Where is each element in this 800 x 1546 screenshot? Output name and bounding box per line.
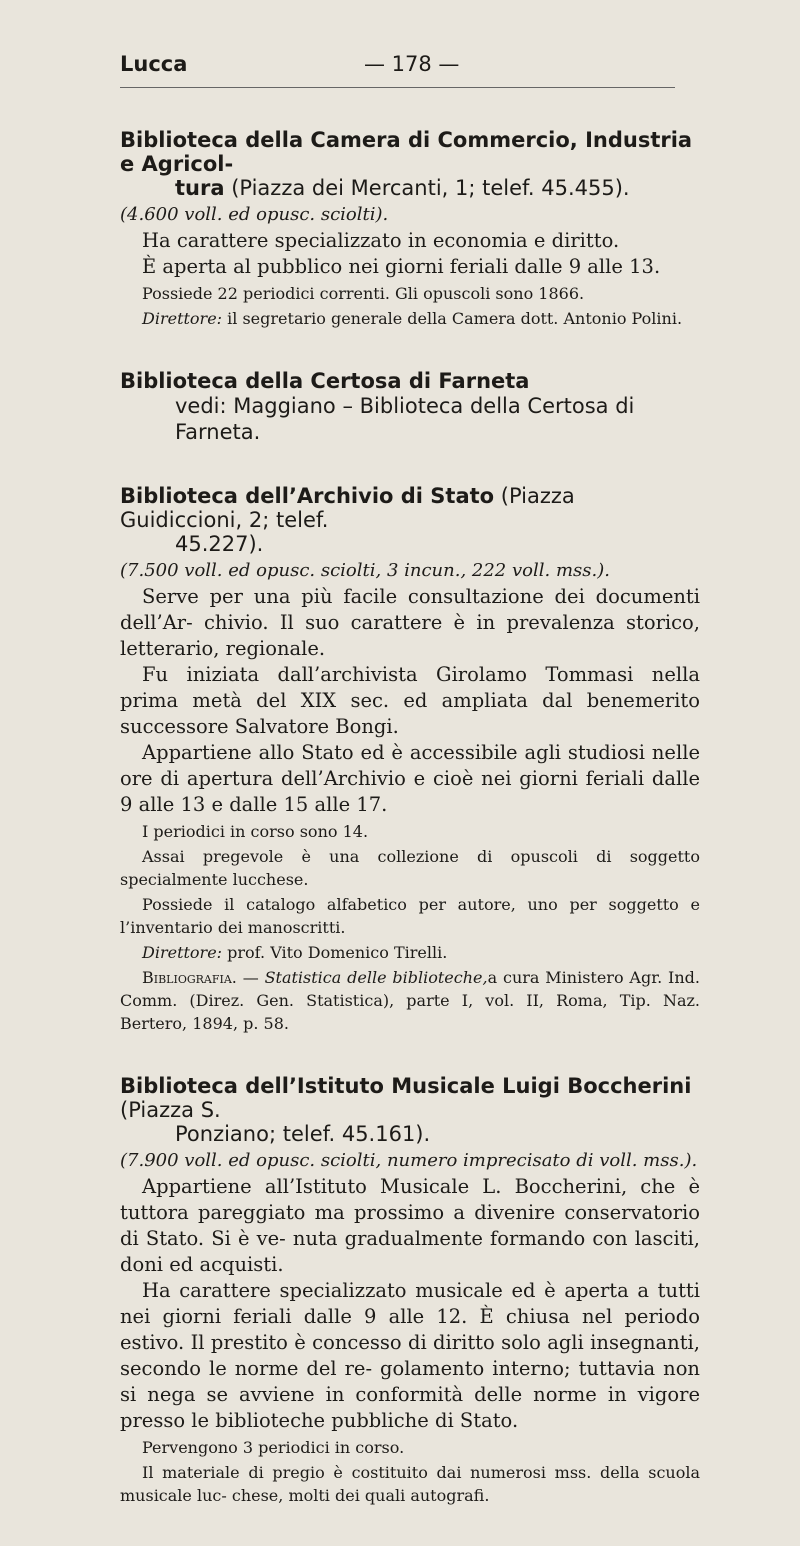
entry-paragraph: Ha carattere specializzato in economia e diritto.: [142, 229, 620, 252]
running-header: [120, 52, 675, 76]
entry-istituto-musicale: [120, 1074, 700, 1507]
entry-paragraph: Serve per una più facile consultazione dei documenti dell’Ar- chivio. Il suo carattere è in prevalenza storico, letterario, regionale.: [120, 585, 700, 660]
entry-certosa-farneta: [120, 369, 700, 445]
entry-cross-reference: vedi: Maggiano – Biblioteca della Certosa di Farneta.: [175, 394, 635, 444]
entry-paragraph: Appartiene allo Stato ed è accessibile agli studiosi nelle ore di apertura dell’Archivio e cioè nei giorni feriali dalle 9 alle 13 e dalle 15 alle 17.: [120, 741, 700, 816]
entry-holdings: (7.500 voll. ed opusc. sciolti, 3 incun., 222 voll. mss.).: [120, 560, 610, 581]
entry-note: Possiede il catalogo alfabetico per autore, uno per soggetto e l’inventario dei manoscritti.: [120, 895, 700, 937]
entry-paragraph: Ha carattere specializzato musicale ed è aperta a tutti nei giorni feriali dalle 9 alle 12. È chiusa nel periodo estivo. Il prestito è concesso di diritto solo agli insegnanti, secondo le norme del re- golamento interno; tuttavia non si nega se avviene in conformità delle norme in vigore presso le biblioteche pubbliche di Stato.: [120, 1279, 700, 1432]
entry-paragraph: Fu iniziata dall’archivista Girolamo Tommasi nella prima metà del XIX sec. ed ampliata dal benemerito successore Salvatore Bongi.: [120, 663, 700, 738]
header-place: Lucca: [120, 52, 188, 76]
entry-archivio-stato: [120, 484, 700, 1035]
entry-paragraph: Appartiene all’Istituto Musicale L. Boccherini, che è tuttora pareggiato ma prossimo a divenire conservatorio di Stato. Si è ve- nuta gradualmente formando con lasciti, doni ed acquisti.: [120, 1175, 700, 1276]
entry-note: Il materiale di pregio è costituito dai numerosi mss. della scuola musicale luc- chese, molti dei quali autografi.: [120, 1463, 700, 1505]
entry-note: Possiede 22 periodici correnti. Gli opuscoli sono 1866.: [142, 284, 585, 303]
entry-director: Direttore: il segretario generale della Camera dott. Antonio Polini.: [142, 309, 683, 328]
page-number: — 178 —: [364, 52, 460, 76]
header-rule: [120, 87, 675, 88]
entry-title: Biblioteca dell’Archivio di Stato (Piazza Guidiccioni, 2; telef. 45.227).: [120, 484, 575, 556]
entry-holdings: (4.600 voll. ed opusc. sciolti).: [120, 204, 389, 225]
entry-camera-commercio: [120, 128, 700, 330]
entry-title: Biblioteca dell’Istituto Musicale Luigi Boccherini (Piazza S. Ponziano; telef. 45.161).: [120, 1074, 692, 1146]
entry-director: Direttore: prof. Vito Domenico Tirelli.: [142, 943, 448, 962]
content: [120, 128, 700, 1546]
entry-title: Biblioteca della Certosa di Farneta: [120, 369, 530, 393]
entry-note: I periodici in corso sono 14.: [142, 822, 369, 841]
entry-note: Assai pregevole è una collezione di opuscoli di soggetto specialmente lucchese.: [120, 847, 700, 889]
entry-bibliography: Bibliografia. — Statistica delle biblioteche,a cura Ministero Agr. Ind. Comm. (Direz. Gen. Statistica), parte I, vol. II, Roma, Tip. Naz. Bertero, 1894, p. 58.: [120, 968, 700, 1033]
entry-note: Pervengono 3 periodici in corso.: [142, 1438, 405, 1457]
entry-paragraph: È aperta al pubblico nei giorni feriali dalle 9 alle 13.: [142, 255, 661, 278]
entry-title: Biblioteca della Camera di Commercio, Industria e Agricol- tura (Piazza dei Mercanti, 1; telef. 45.455).: [120, 128, 693, 200]
entry-holdings: (7.900 voll. ed opusc. sciolti, numero imprecisato di voll. mss.).: [120, 1150, 698, 1171]
